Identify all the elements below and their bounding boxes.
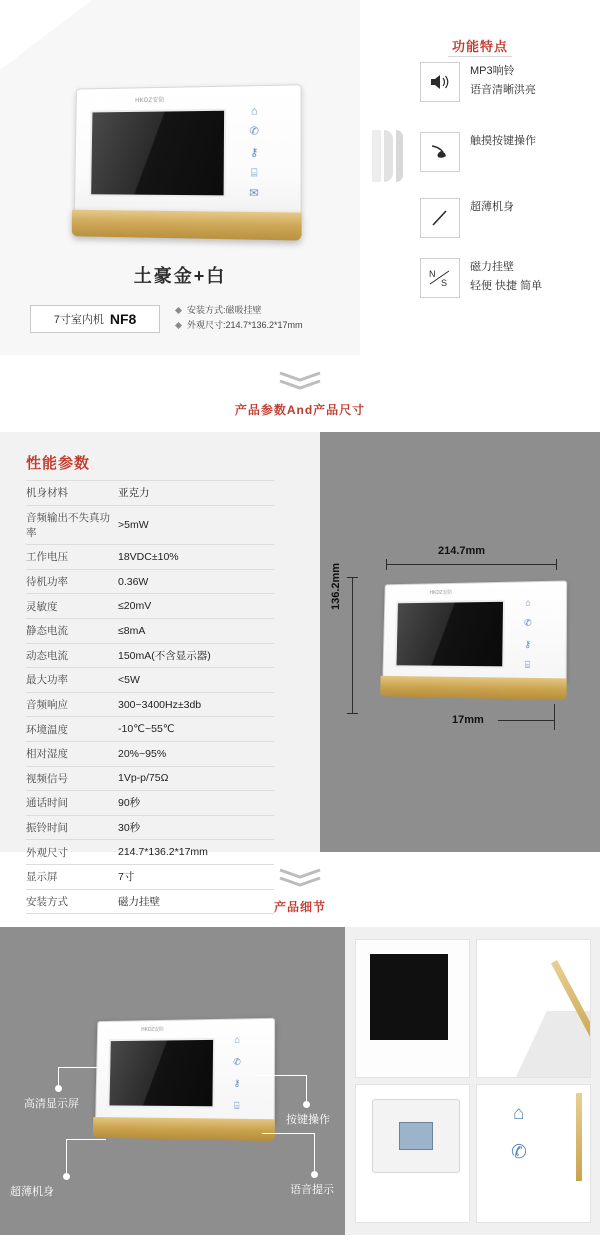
chevron-down-icon [277,868,323,888]
param-key: 振铃时间 [26,822,68,835]
dimension-tick [347,577,358,578]
device-logo: HKDZ安防 [141,1026,164,1033]
home-icon: ⌂ [525,597,531,608]
hero-section [0,0,600,355]
device-body [74,84,302,215]
param-value: -10℃~55℃ [118,723,175,736]
settings-icon: ✉ [249,187,259,200]
feature-text [470,132,598,151]
callout-label-voice: 语音提示 [290,1184,334,1196]
callout-dot [311,1171,318,1178]
product-title: 土豪金+白 [133,266,227,286]
dimension-line-height [352,577,353,713]
device-gold-base [380,676,567,701]
corner-cut-decoration [0,0,92,70]
param-value: 1Vp-p/75Ω [118,772,169,785]
device-logo: HKDZ安防 [135,97,165,105]
param-value: 90秒 [118,797,141,810]
param-value: 7寸 [118,871,135,884]
param-value: >5mW [118,518,149,531]
table-row [26,741,274,766]
dimension-depth-label: 17mm [452,714,484,726]
phone-icon: ✆ [511,1142,527,1163]
table-row [26,569,274,594]
callout-line [66,1139,106,1140]
section-caption: 产品细节 [273,900,326,914]
feature-line-2: 轻便 快捷 简单 [470,280,543,292]
callout-line [58,1067,104,1068]
dimension-line-width [386,564,556,565]
phone-icon: ✆ [523,617,532,629]
magnet-ns-icon [420,258,460,298]
phone-icon: ✆ [249,125,259,138]
gallery-cell-gold-trim [476,939,591,1078]
param-key: 环境温度 [26,723,68,736]
unlock-icon: ⚷ [524,638,532,649]
table-row [26,668,274,693]
param-key: 外观尺寸 [26,846,68,859]
dimension-tick [347,713,358,714]
callout-line [66,1139,67,1177]
param-value: <5W [118,673,140,686]
param-value: 30秒 [118,822,141,835]
unlock-icon: ⚷ [233,1078,241,1089]
divider-params [0,355,600,418]
param-value: 214.7*136.2*17mm [118,846,208,859]
dimension-line-depth [498,720,554,721]
feature-line-1: 触摸按键操作 [470,135,536,147]
callout-line [314,1133,315,1175]
param-key: 动态电流 [26,649,68,662]
params-title: 性能参数 [26,455,91,472]
speaker-icon [420,62,460,102]
device-screen [108,1038,216,1108]
gold-edge [576,1093,582,1181]
feature-item-slim [420,198,598,238]
list-item: 安装方式:磁吸挂壁 [176,303,356,318]
device-gold-base [93,1117,275,1141]
param-key: 机身材料 [26,487,68,500]
monitor-icon: ⌸ [524,659,531,670]
callout-line [258,1075,306,1076]
slim-line-icon [420,198,460,238]
section-caption: 产品参数And产品尺寸 [234,403,366,417]
table-row [26,594,274,619]
feature-line-2: 语音清晰洪亮 [470,84,536,96]
param-key: 待机功率 [26,576,68,589]
callout-dot [303,1101,310,1108]
param-key: 通话时间 [26,797,68,810]
param-value: 20%~95% [118,747,167,760]
dimension-width-label: 214.7mm [438,545,486,557]
feature-text [470,62,598,100]
model-code: NF8 [109,311,137,327]
gallery-cell-touch-keys [476,1084,591,1223]
list-item: 外观尺寸:214.7*136.2*17mm [176,318,356,333]
detail-gallery [355,939,591,1223]
svg-text:N: N [429,269,436,279]
dimension-tick [386,559,387,570]
table-row [26,692,274,717]
feature-text [470,258,598,296]
param-value: 18VDC±10% [118,550,179,563]
param-key: 显示屏 [26,871,58,884]
feature-line-1: 超薄机身 [470,201,514,213]
table-row [26,864,274,889]
param-key: 静态电流 [26,625,68,638]
details-section [0,927,600,1235]
product-image-dimensions [382,581,565,701]
feature-item-mp3 [420,62,598,102]
feature-item-magnet [420,258,598,298]
param-key: 视频信号 [26,772,68,785]
product-image-details [95,1018,273,1141]
unlock-icon: ⚷ [250,146,259,159]
table-row [26,618,274,643]
param-key: 音频响应 [26,699,68,712]
feature-text [470,198,598,217]
touch-hand-icon [420,132,460,172]
svg-text:S: S [441,278,448,288]
table-row [26,840,274,865]
table-row [26,766,274,791]
param-key: 安装方式 [26,895,68,908]
feature-line-1: 磁力挂壁 [470,261,514,273]
param-key: 工作电压 [26,551,68,564]
dimension-height-label: 136.2mm [330,562,342,610]
model-badge [30,305,160,333]
param-value: 300~3400Hz±3db [118,698,202,711]
param-key: 相对湿度 [26,748,68,761]
callout-line [262,1133,314,1134]
callout-label-keys: 按键操作 [286,1114,330,1126]
panel-highlight [477,1011,590,1077]
model-label: 7寸室内机 [53,314,104,326]
param-key: 最大功率 [26,674,68,687]
param-value: 磁力挂壁 [118,895,160,908]
home-icon: ⌂ [234,1034,240,1045]
feature-line-1: MP3响铃 [470,65,515,77]
home-icon: ⌂ [513,1103,525,1124]
table-row [26,815,274,840]
device-logo: HKDZ安防 [429,589,453,597]
callout-label-slim: 超薄机身 [10,1186,54,1198]
front-panel-black [370,954,448,1040]
device-body [95,1018,275,1123]
device-touch-keys [234,106,275,200]
gallery-cell-back-plate [355,1084,470,1223]
callout-dot [63,1173,70,1180]
monitor-icon: ⌸ [233,1100,240,1111]
dimension-tick [556,559,557,570]
table-row [26,717,274,742]
param-value: 亚克力 [118,487,150,500]
param-value: ≤20mV [118,600,152,613]
features-title: 功能特点 [360,36,600,55]
hero-spec-list [176,303,356,333]
monitor-icon: ⌸ [250,166,258,180]
param-key: 灵敏度 [26,600,58,613]
device-screen [89,109,226,198]
device-gold-base [72,210,302,241]
back-mount-plate [372,1099,460,1173]
param-key: 音频输出不失真功率 [26,511,110,539]
params-table [26,480,274,914]
dimension-tick [554,704,555,730]
feature-item-touch [420,132,598,172]
callout-dot [55,1085,62,1092]
param-value: 0.36W [118,575,149,588]
arrow-decoration [372,130,406,182]
param-value: 150mA(不含显示器) [118,649,211,662]
product-image-main [74,84,300,240]
table-row [26,505,274,545]
callout-label-screen: 高清显示屏 [24,1098,79,1110]
device-touch-keys [220,1035,253,1110]
table-row [26,791,274,816]
table-row [26,545,274,570]
table-row [26,481,274,506]
phone-icon: ✆ [233,1056,241,1067]
device-body [382,580,567,681]
device-touch-keys [511,598,544,670]
device-screen [395,600,505,669]
chevron-down-icon [277,371,323,391]
table-row [26,889,274,914]
table-row [26,643,274,668]
gallery-cell-front-panel [355,939,470,1078]
param-value: ≤8mA [118,624,146,637]
home-icon: ⌂ [250,105,258,118]
